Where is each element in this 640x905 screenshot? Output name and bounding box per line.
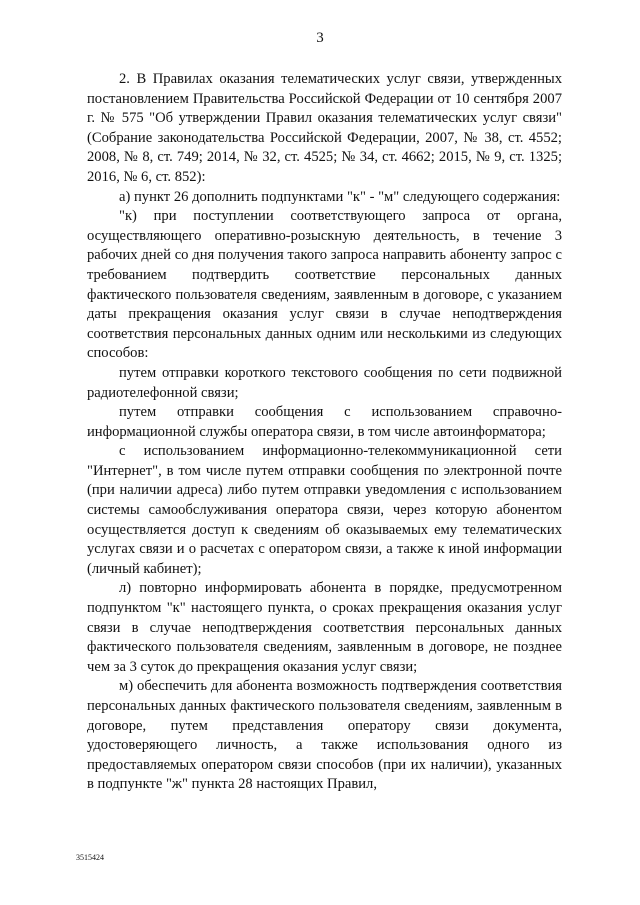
paragraph-item-a: а) пункт 26 дополнить подпунктами "к" - "м" следующего содержания: [119, 188, 561, 205]
paragraph-subitem-k: "к) при поступлении соответствующего запроса от органа, осуществляющего оперативно-розыскную деятельность, в течение 3 рабочих дней со дня получения такого запроса направить абоненту запрос с требованием подтвердить соответствие персональных данных фактического пользователя сведениям, заявленным в договоре, с указанием даты прекращения оказания услуг связи в случае неподтверждения соответствия персональных данных одним или несколькими из следующих способов: [87, 208, 562, 362]
paragraph-amendment-intro: 2. В Правилах оказания телематических услуг связи, утвержденных постановлением Правительства Российской Федерации от 10 сентября 2007 г. № 575 "Об утверждении Правил оказания телематических услуг связи" (Собрание законодательства Российской Федерации, 2007, № 38, ст. 4552; 2008, № 8, ст. 749; 2014, № 32, ст. 4525; № 34, ст. 4662; 2015, № 9, ст. 1325; 2016, № 6, ст. 852): [87, 71, 562, 185]
paragraph-method-internet: с использованием информационно-телекоммуникационной сети "Интернет", в том числе путем отправки сообщения по электронной почте (при наличии адреса) либо путем отправки уведомления с использованием системы самообслуживания оператора связи, через которую абонентом осуществляется доступ к сведениям об оказываемых ему телематических услугах связи и о расчетах с оператором связи, а также к иной информации (личный кабинет); [87, 443, 562, 577]
page-number: 3 [316, 30, 324, 46]
paragraph-method-sms: путем отправки короткого текстового сообщения по сети подвижной радиотелефонной связи; [87, 364, 562, 401]
document-body [87, 70, 562, 795]
paragraph-subitem-l: л) повторно информировать абонента в порядке, предусмотренном подпунктом "к" настоящего пункта, о сроках прекращения оказания услуг связи в случае неподтверждения соответствия персональных данных фактического пользователя сведениям, заявленным в договоре, не позднее чем за 3 суток до прекращения оказания услуг связи; [87, 580, 562, 675]
paragraph-method-info-service: путем отправки сообщения с использованием справочно-информационной службы оператора связи, в том числе автоинформатора; [87, 404, 562, 440]
footer-document-code: 3515424 [76, 853, 104, 862]
paragraph-subitem-m: м) обеспечить для абонента возможность подтверждения соответствия персональных данных фактического пользователя сведениям, заявленным в договоре, путем представления оператору связи документа, удостоверяющего личность, а также использования одного из предоставляемых оператором связи способов (при их наличии), указанных в подпункте "ж" пункта 28 настоящих Правил, [87, 678, 562, 793]
